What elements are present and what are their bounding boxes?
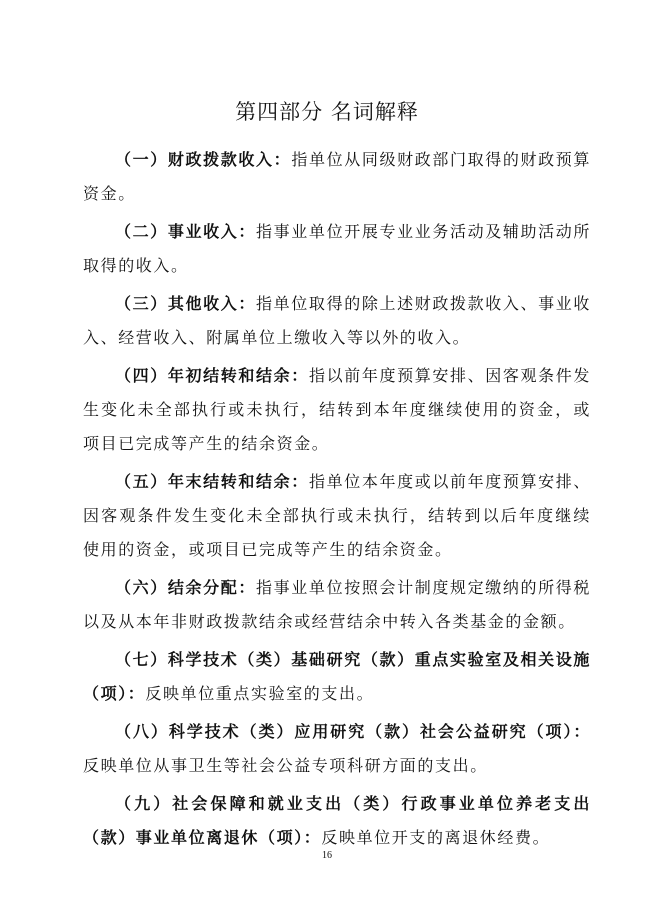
glossary-entry-8 [83,715,591,783]
glossary-content [83,143,591,859]
glossary-entry-1 [83,143,591,211]
entry-definition: 反映单位开支的离退休经费。 [321,828,551,847]
glossary-entry-5 [83,465,591,567]
entry-definition: 反映单位重点实验室的支出。 [145,684,375,703]
glossary-entry-4 [83,359,591,461]
entry-term: （六）结余分配： [115,578,257,597]
page-title: 第四部分 名词解释 [235,100,419,124]
entry-term: （二）事业收入： [115,222,257,241]
entry-term: （五）年末结转和结余： [115,472,309,491]
entry-definition: 指单位从同级财政部门取得的财政预算资金。 [83,150,591,203]
entry-term: （一）财政拨款收入： [115,150,292,169]
glossary-entry-9 [83,787,591,855]
entry-definition: 反映单位从事卫生等社会公益专项科研方面的支出。 [83,756,488,775]
glossary-entry-3 [83,287,591,355]
entry-term: （三）其他收入： [115,294,257,313]
entry-definition: 指事业单位开展专业业务活动及辅助活动所取得的收入。 [83,222,591,275]
glossary-entry-6 [83,571,591,639]
entry-term: （七）科学技术（类）基础研究（款）重点实验室及相关设施（项）： [83,650,591,703]
glossary-entry-2 [83,215,591,283]
entry-term: （九）社会保障和就业支出（类）行政事业单位养老支出（款）事业单位离退休（项）： [83,794,591,847]
entry-definition: 指单位取得的除上述财政拨款收入、事业收入、经营收入、附属单位上缴收入等以外的收入。 [83,294,591,347]
entry-definition: 指以前年度预算安排、因客观条件发生变化未全部执行或未执行，结转到本年度继续使用的资金，或项目已完成等产生的结余资金。 [83,366,591,453]
entry-definition: 指事业单位按照会计制度规定缴纳的所得税以及从本年非财政拨款结余或经营结余中转入各类基金的金额。 [83,578,591,631]
glossary-entry-7 [83,643,591,711]
page-number: 16 [322,850,332,861]
entry-definition: 指单位本年度或以前年度预算安排、因客观条件发生变化未全部执行或未执行，结转到以后年度继续使用的资金，或项目已完成等产生的结余资金。 [83,472,591,559]
entry-term: （四）年初结转和结余： [115,366,309,385]
entry-term: （八）科学技术（类）应用研究（款）社会公益研究（项）： [115,722,591,741]
